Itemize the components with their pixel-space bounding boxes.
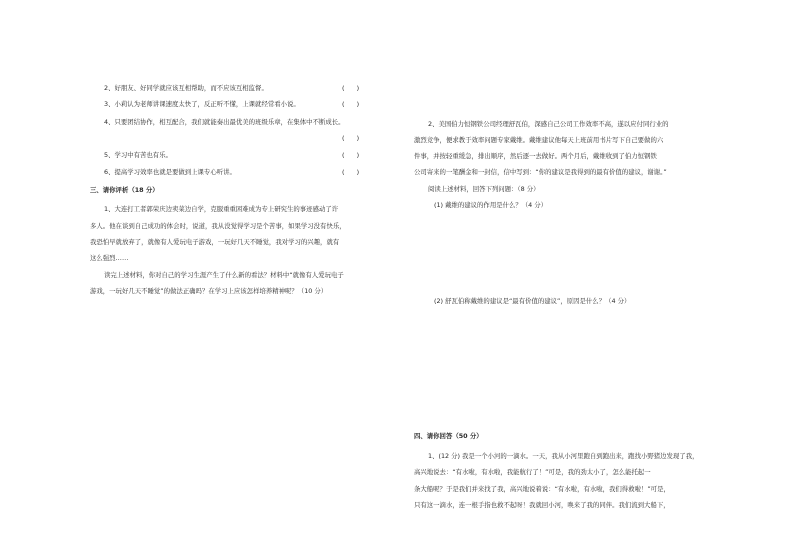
section-3-q2-line2: 激烈竞争，便求教于效率问题专家戴维。戴维建议他每天上班前用书片写下自己要做的六	[414, 136, 664, 144]
section-3-heading: 三、请你评析（18 分）	[90, 186, 159, 194]
true-false-item-2: 2、好朋友、好同学就应该互相帮助，而不应该互相监督。	[104, 84, 268, 92]
section-3-para1-line4: 这么强烈……	[90, 254, 129, 262]
section-3-para1-line3: 我恐怕早就放弃了，就像有人爱玩电子游戏，一玩好几天不睡觉，我对学习的兴趣，就有	[90, 238, 340, 246]
answer-paren-4: ( )	[342, 134, 360, 142]
true-false-item-4: 4、只要团结协作，相互配合，我们就能奏出最优美的班级乐章，在集体中不断成长。	[104, 118, 345, 126]
section-3-para2-line1: 读完上述材料，你对自己的学习生涯产生了什么新的看法？材料中“就像有人爱玩电子	[104, 271, 344, 279]
section-3-para1-line1: 1、大连打工者郭荣庆边卖菜边自学，克服重重困难成为专上研究生的事迹感动了许	[104, 205, 339, 213]
true-false-item-5: 5、学习中有苦也有乐。	[104, 151, 172, 159]
right-column	[397, 0, 794, 556]
section-3-q2-line5: 阅读上述材料，回答下列问题：（8 分）	[428, 185, 540, 193]
true-false-item-3: 3、小莉认为老师讲课速度太快了，反正听不懂，上课就经常看小说。	[104, 100, 300, 108]
answer-paren-3: ( )	[342, 100, 360, 108]
section-3-para2-line2: 游戏，一玩好几天不睡觉”的做法正确吗？在学习上应该怎样培养精神呢？（10 分）	[90, 287, 328, 295]
answer-paren-5: ( )	[342, 151, 360, 159]
section-4-heading: 四、请你回答（50 分）	[414, 432, 483, 440]
answer-paren-2: ( )	[342, 84, 360, 92]
section-4-line1: 1、(12 分) 我是一个小河的一滴水。一天，我从小河里跑自到跑出来，跑找小野猪边发现了我，	[428, 452, 699, 460]
section-3-q2-line4: 公司寄来的一笔酬金和一封信，信中写到：“你的建议是我得到的最有价值的建议，谢谢。”	[414, 168, 667, 176]
section-3-para1-line2: 多人。他在谈到自己成功的体会时，说道，我从没觉得学习是个苦事，如果学习没有快乐，	[90, 222, 346, 230]
section-4-line3: 条大船呢？于是我们并来找了我，高兴地说着说：“有水啦，有水啦，我们得救啦！”可是，	[414, 485, 670, 493]
section-4-line4: 只有这一滴水，连一根手指也救不起呀！我就回小河，唤来了我的同伴。我们流到大船下，	[414, 501, 670, 509]
section-3-q2-line3: 件事，并按轻重缓急，排出顺序，然后逐一去做好。两个月后，戴维收到了伯力恒钢铁	[414, 152, 657, 160]
section-4-line2: 高兴地说去：“有水啦，有水啦，我能航行了！”可是，我的劲太小了，怎么能托起一	[414, 468, 651, 476]
section-3-q2-line1: 2、美国伯力恒钢铁公司经理舒瓦伯，深感自己公司工作效率不高，遂以应付同行业的	[428, 120, 669, 128]
sub-question-1: (1) 戴维的建议的作用是什么？（4 分）	[434, 201, 548, 209]
true-false-item-6: 6、提高学习效率也就是要做到上课专心听讲。	[104, 168, 236, 176]
answer-paren-6: ( )	[342, 168, 360, 176]
sub-question-2: (2) 舒瓦伯称戴维的建议是“最有价值的建议”，原因是什么？（4 分）	[434, 297, 631, 305]
